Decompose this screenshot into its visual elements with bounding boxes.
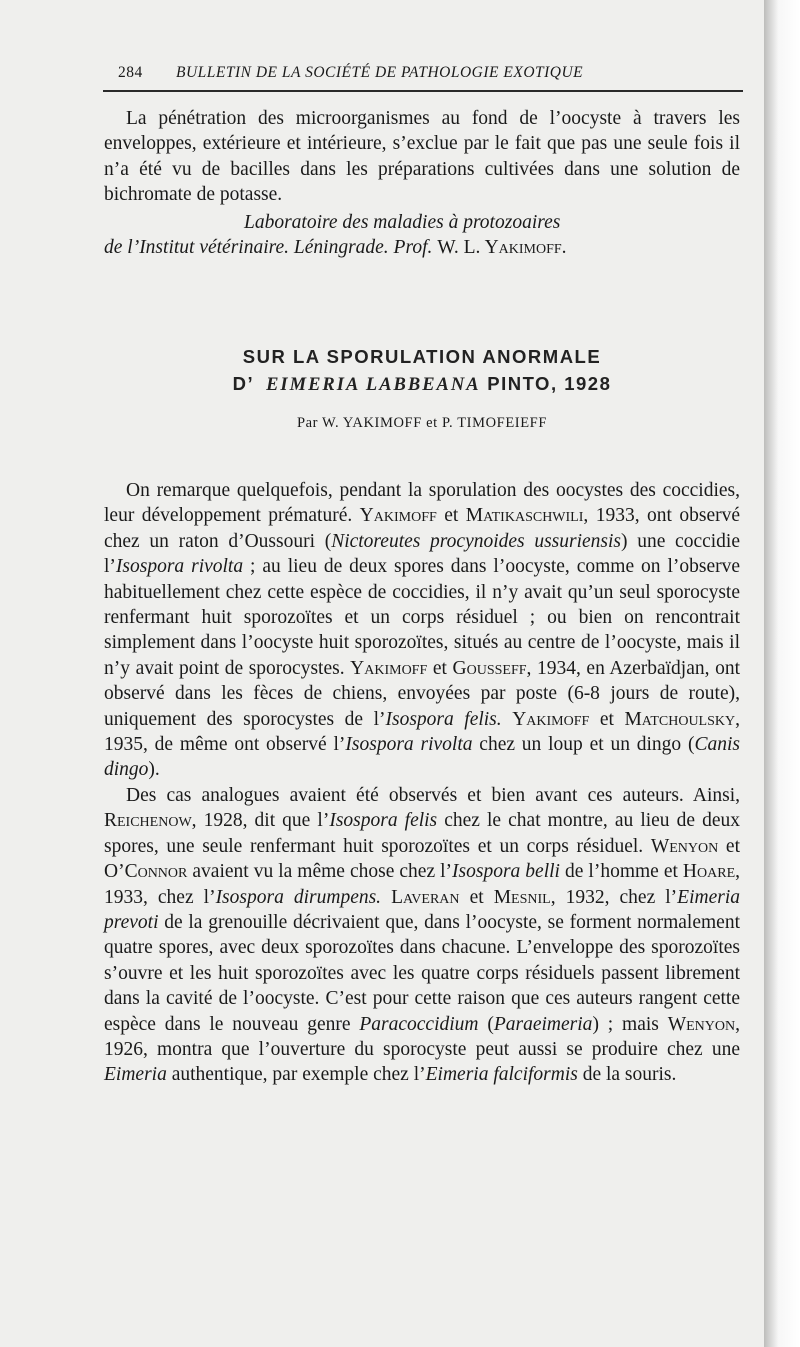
signature-author: W. L. Yakimoff. <box>437 237 567 259</box>
article-authors: Par W. YAKIMOFF et P. TIMOFEIEFF <box>296 415 548 431</box>
article-title-line2 <box>104 373 740 396</box>
title-species: EIMERIA LABBEANA <box>266 375 481 395</box>
signature-lab: Laboratoire des maladies à protozoaires <box>244 212 561 233</box>
paragraph-observations: On remarque quelquefois, pendant la sporulation des oocystes des coccidies, leur développement prématuré. Yakimoff et Matikaschwili, 1933, ont observé chez un raton d’Oussouri (Nictoreutes procynoides ussuriensis) une coccidie l’Isospora rivolta ; au lieu de deux spores dans l’oocyste, comme on l’observe habituellement chez cette espèce de coccidies, il n’y avait qu’un seul sporocyste renfermant huit sporozoïtes et un corps résiduel ; ou bien on rencontrait simplement dans l’oocyste huit sporozoïtes, situés au centre de l’oocyste, mais il n’y avait point de sporocystes. Yakimoff et Gousseff, 1934, en Azerbaïdjan, ont observé dans les fèces de chiens, envoyées par poste (6-8 jours de route), uniquement des sporocystes de l’Isospora felis. Yakimoff et Matchoulsky, 1935, de même ont observé l’Isospora rivolta chez un loup et un dingo (Canis dingo). <box>104 480 741 781</box>
header-rule <box>103 90 743 92</box>
page-number: 284 <box>118 64 143 81</box>
signature-institute: de l’Institut vétérinaire. Léningrade. Prof. <box>104 237 433 259</box>
article-title-line1: SUR LA SPORULATION ANORMALE <box>242 346 602 367</box>
signature-line <box>104 235 740 260</box>
title-prefix: D’ <box>232 373 255 394</box>
intro-paragraph-text: La pénétration des microorganismes au fond de l’oocyste à travers les enveloppes, extérieure et intérieure, s’exclue par le fait que pas une seule fois il n’a été vu de bacilles dans les préparations cultivées dans une solution de bichromate de potasse. <box>104 108 740 206</box>
journal-title: BULLETIN DE LA SOCIÉTÉ DE PATHOLOGIE EXOTIQUE <box>176 64 584 81</box>
paragraph-analogous-cases: Des cas analogues avaient été observés et bien avant ces auteurs. Ainsi, Reichenow, 1928, dit que l’Isospora felis chez le chat montre, au lieu de deux spores, une seule renfermant huit sporozoïtes et un corps résiduel. Wenyon et O’Connor avaient vu la même chose chez l’Isospora belli de l’homme et Hoare, 1933, chez l’Isospora dirumpens. Laveran et Mesnil, 1932, chez l’Eimeria prevoti de la grenouille décrivaient que, dans l’oocyste, se forment normalement quatre spores, avec deux sporozoïtes dans chacune. L’enveloppe des sporozoïtes s’ouvre et les huit sporozoïtes avec les quatre corps résiduels passent librement dans la cavité de l’oocyste. C’est pour cette raison que ces auteurs rangent cette espèce dans le nouveau genre Paracoccidium (Paraeimeria) ; mais Wenyon, 1926, montra que l’ouverture du sporocyste peut aussi se produire chez une Eimeria authentique, par exemple chez l’Eimeria falciformis de la souris. <box>104 784 740 1086</box>
page-edge <box>764 0 800 1347</box>
running-header <box>118 60 738 88</box>
article-body <box>104 478 740 1088</box>
intro-paragraph <box>104 106 740 208</box>
title-suffix: PINTO, 1928 <box>487 373 612 394</box>
signature-block <box>104 210 740 261</box>
